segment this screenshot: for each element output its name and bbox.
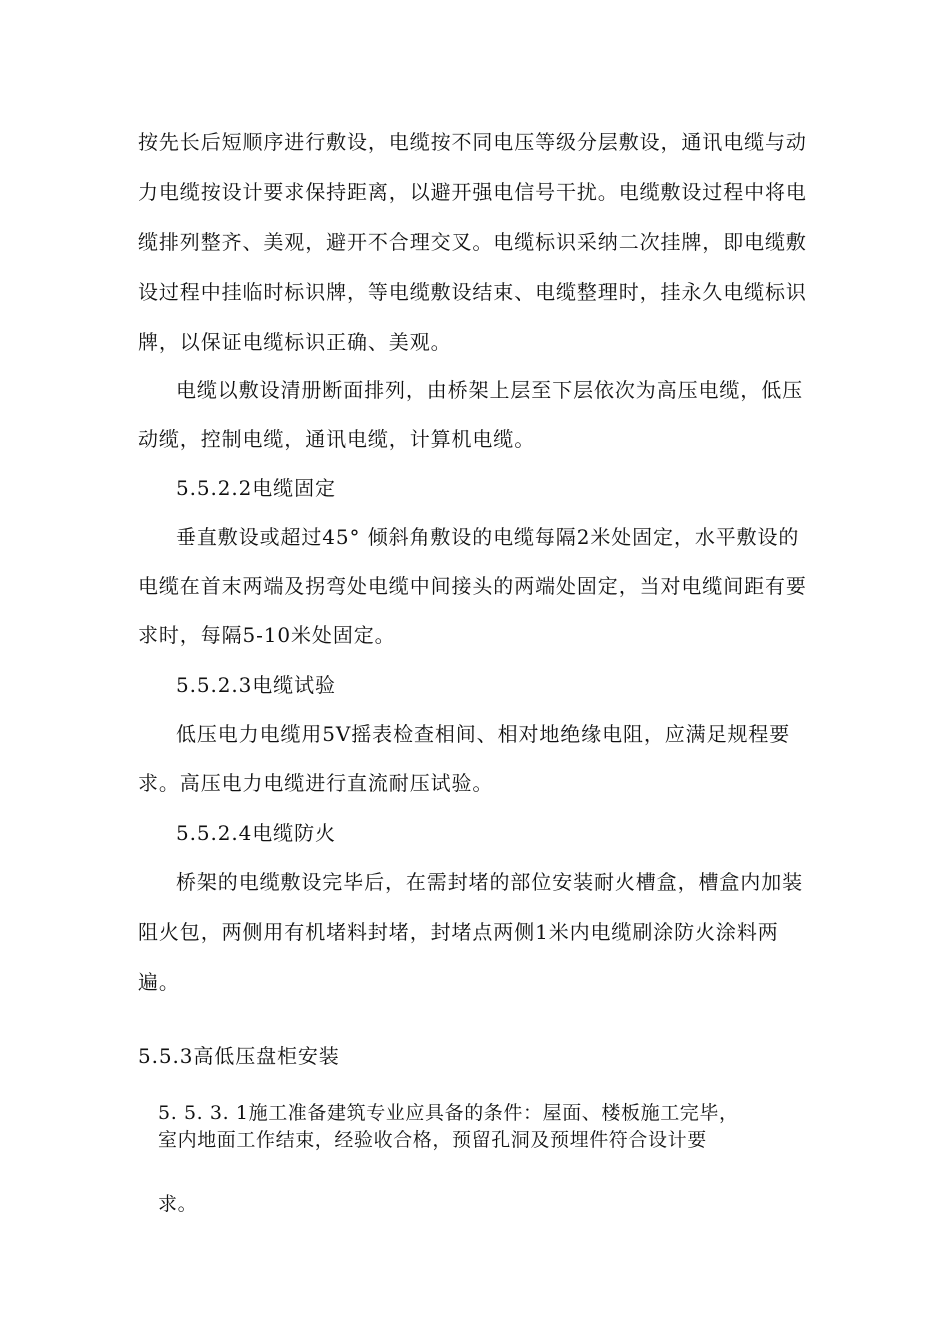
paragraph-line: 阻火包，两侧用有机堵料封堵，封堵点两侧1米内电缆刷涂防火涂料两 (138, 920, 779, 944)
section-heading: 5.5.3高低压盘柜安装 (138, 1044, 340, 1068)
paragraph-line: 求时，每隔5-10米处固定。 (138, 623, 396, 647)
paragraph-line: 5. 5. 3. 1施工准备建筑专业应具备的条件：屋面、楼板施工完毕， (158, 1102, 739, 1124)
paragraph-line: 垂直敷设或超过45° 倾斜角敷设的电缆每隔2米处固定，水平敷设的 (176, 525, 800, 549)
paragraph-line: 电缆在首末两端及拐弯处电缆中间接头的两端处固定，当对电缆间距有要 (138, 574, 807, 598)
paragraph-line: 动缆，控制电缆，通讯电缆，计算机电缆。 (138, 427, 536, 451)
paragraph-line: 力电缆按设计要求保持距离，以避开强电信号干扰。电缆敷设过程中将电 (138, 180, 807, 204)
paragraph-line: 求。高压电力电缆进行直流耐压试验。 (138, 771, 494, 795)
paragraph-line: 电缆以敷设清册断面排列，由桥架上层至下层依次为高压电缆，低压 (176, 378, 803, 402)
paragraph-line: 室内地面工作结束，经验收合格，预留孔洞及预埋件符合设计要 (158, 1129, 707, 1151)
section-heading: 5.5.2.3电缆试验 (176, 673, 336, 697)
paragraph-line: 牌，以保证电缆标识正确、美观。 (138, 330, 452, 354)
paragraph-line: 求。 (158, 1193, 198, 1215)
paragraph-line: 桥架的电缆敷设完毕后，在需封堵的部位安装耐火槽盒，槽盒内加装 (176, 870, 803, 894)
paragraph-line: 按先长后短顺序进行敷设，电缆按不同电压等级分层敷设，通讯电缆与动 (138, 130, 807, 154)
paragraph-line: 设过程中挂临时标识牌，等电缆敷设结束、电缆整理时，挂永久电缆标识 (138, 280, 807, 304)
section-heading: 5.5.2.2电缆固定 (176, 476, 336, 500)
section-heading: 5.5.2.4电缆防火 (176, 821, 336, 845)
paragraph-line: 遍。 (138, 970, 180, 994)
paragraph-line: 低压电力电缆用5V摇表检查相间、相对地绝缘电阻，应满足规程要 (176, 722, 791, 746)
paragraph-line: 缆排列整齐、美观，避开不合理交叉。电缆标识采纳二次挂牌，即电缆敷 (138, 230, 807, 254)
